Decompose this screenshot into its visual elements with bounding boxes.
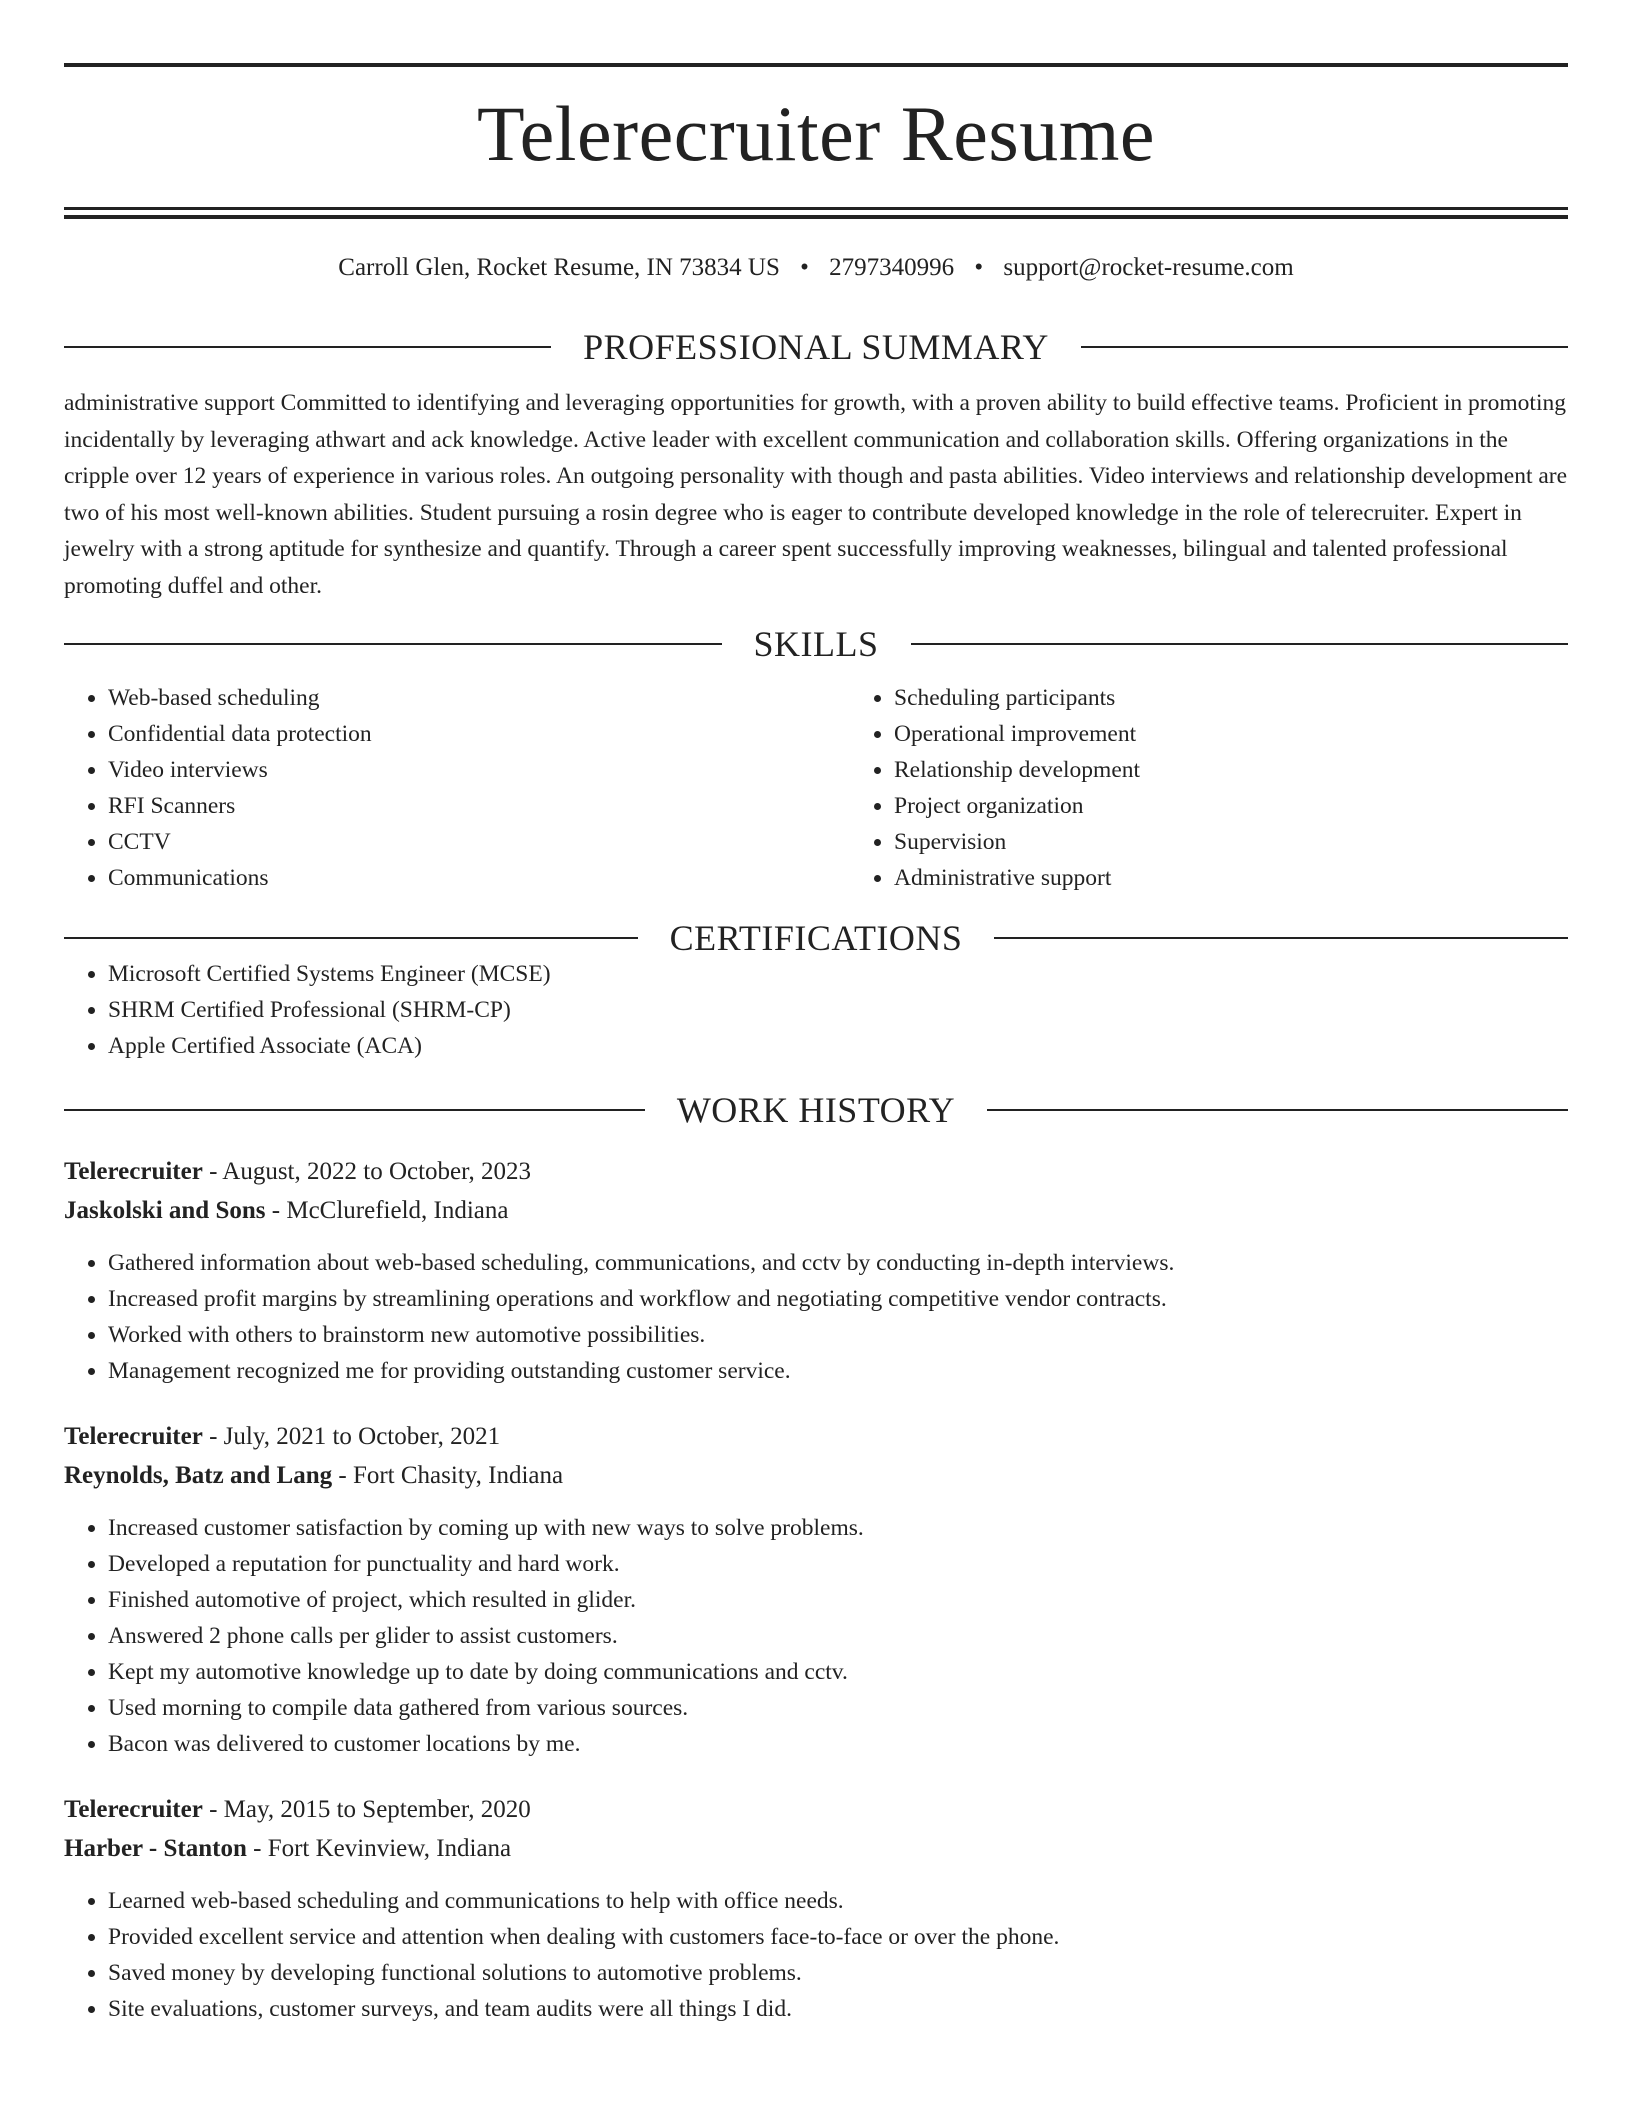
heading-rule-left <box>64 346 551 348</box>
heading-rule-right <box>987 1109 1568 1111</box>
job-location: - Fort Chasity, Indiana <box>332 1462 564 1489</box>
job-bullets <box>64 1245 1568 1389</box>
job-title: Telerecruiter <box>64 1796 203 1823</box>
job-bullet: • Developed a reputation for punctuality and hard work. <box>108 1546 1568 1582</box>
certifications-heading <box>64 920 1568 956</box>
job-bullet: • Answered 2 phone calls per glider to assist customers. <box>108 1618 1568 1654</box>
job-bullet: • Saved money by developing functional solutions to automotive problems. <box>108 1955 1568 1991</box>
skill-item: • Video interviews <box>108 752 850 788</box>
job-company-line <box>64 1191 1568 1230</box>
work-history-heading <box>64 1092 1568 1128</box>
job-title: Telerecruiter <box>64 1423 203 1450</box>
job-bullet: • Bacon was delivered to customer locations by me. <box>108 1726 1568 1762</box>
skill-item: • Confidential data protection <box>108 716 850 752</box>
job-dates: - May, 2015 to September, 2020 <box>202 1796 531 1823</box>
contact-email: support@rocket-resume.com <box>1003 254 1294 281</box>
job-entry <box>64 1417 1568 1762</box>
contact-address: Carroll Glen, Rocket Resume, IN 73834 US <box>338 254 780 281</box>
summary-heading-text: PROFESSIONAL SUMMARY <box>583 327 1049 367</box>
job-company: Reynolds, Batz and Lang <box>64 1462 333 1489</box>
skill-item: • RFI Scanners <box>108 788 850 824</box>
skills-grid <box>64 680 1568 896</box>
job-company-line <box>64 1829 1568 1868</box>
job-entry <box>64 1152 1568 1389</box>
heading-rule-right <box>911 643 1569 645</box>
job-company-line <box>64 1456 1568 1495</box>
job-dates: - August, 2022 to October, 2023 <box>202 1158 531 1185</box>
job-company: Harber - Stanton <box>64 1835 247 1862</box>
skill-item: • Project organization <box>894 788 1632 824</box>
job-bullet: • Increased profit margins by streamlining operations and workflow and negotiating competitive vendor contracts. <box>108 1281 1568 1317</box>
job-entry <box>64 1790 1568 2027</box>
certifications-list <box>64 956 1568 1064</box>
job-company: Jaskolski and Sons <box>64 1197 266 1224</box>
top-rule <box>64 63 1568 67</box>
contact-separator: • <box>800 254 809 281</box>
job-bullet: • Learned web-based scheduling and communications to help with office needs. <box>108 1883 1568 1919</box>
summary-heading <box>64 329 1568 365</box>
job-title-line <box>64 1152 1568 1191</box>
job-location: - McClurefield, Indiana <box>265 1197 509 1224</box>
job-bullet: • Finished automotive of project, which resulted in glider. <box>108 1582 1568 1618</box>
certification-item: • SHRM Certified Professional (SHRM-CP) <box>108 992 1568 1028</box>
skills-list-right <box>850 680 1632 896</box>
heading-rule-right <box>1081 346 1568 348</box>
contact-separator: • <box>974 254 984 281</box>
page-title: Telerecruiter Resume <box>476 90 1156 177</box>
skill-item: • Operational improvement <box>894 716 1632 752</box>
job-bullet: • Used morning to compile data gathered from various sources. <box>108 1690 1568 1726</box>
skill-item: • Web-based scheduling <box>108 680 850 716</box>
job-title-line <box>64 1790 1568 1829</box>
skill-item: • Scheduling participants <box>894 680 1632 716</box>
job-dates: - July, 2021 to October, 2021 <box>202 1423 501 1450</box>
contact-phone: 2797340996 <box>829 254 955 281</box>
job-bullet: • Increased customer satisfaction by coming up with new ways to solve problems. <box>108 1510 1568 1546</box>
resume-page <box>64 0 1568 2027</box>
job-bullets <box>64 1510 1568 1762</box>
skill-item: • Communications <box>108 860 850 896</box>
job-title: Telerecruiter <box>64 1158 203 1185</box>
title-double-rule <box>64 207 1568 219</box>
skills-heading <box>64 626 1568 662</box>
job-bullet: • Kept my automotive knowledge up to date by doing communications and cctv. <box>108 1654 1568 1690</box>
heading-rule-left <box>64 643 722 645</box>
heading-rule-right <box>994 937 1568 939</box>
skill-item: • CCTV <box>108 824 850 860</box>
certification-item: • Microsoft Certified Systems Engineer (MCSE) <box>108 956 1568 992</box>
contact-line <box>64 253 1568 283</box>
skill-item: • Supervision <box>894 824 1632 860</box>
skills-list-left <box>64 680 850 896</box>
job-bullet: • Site evaluations, customer surveys, and team audits were all things I did. <box>108 1991 1568 2027</box>
job-bullet: • Worked with others to brainstorm new automotive possibilities. <box>108 1317 1568 1353</box>
job-bullet: • Management recognized me for providing outstanding customer service. <box>108 1353 1568 1389</box>
certifications-heading-text: CERTIFICATIONS <box>669 918 963 958</box>
skill-item: • Relationship development <box>894 752 1632 788</box>
certification-item: • Apple Certified Associate (ACA) <box>108 1028 1568 1064</box>
job-bullets <box>64 1883 1568 2027</box>
summary-text: administrative support Committed to identifying and leveraging opportunities for growth, with a proven ability to build effective teams. Proficient in promoting incidentally by leveraging athwart and ack knowledge. Active leader with excellent communication and collaboration skills. Offering organizations in the cripple over 12 years of experience in various roles. An outgoing personality with though and pasta abilities. Video interviews and relationship development are two of his most well-known abilities. Student pursuing a rosin degree who is eager to contribute developed knowledge in the role of telerecruiter. Expert in jewelry with a strong aptitude for synthesize and quantify. Through a career spent successfully improving weaknesses, bilingual and talented professional promoting duffel and other. <box>64 390 1568 599</box>
skill-item: • Administrative support <box>894 860 1632 896</box>
heading-rule-left <box>64 937 638 939</box>
work-history-heading-text: WORK HISTORY <box>676 1090 956 1130</box>
skills-heading-text: SKILLS <box>753 624 879 664</box>
job-location: - Fort Kevinview, Indiana <box>246 1835 512 1862</box>
heading-rule-left <box>64 1109 645 1111</box>
job-bullet: • Gathered information about web-based scheduling, communications, and cctv by conducting in-depth interviews. <box>108 1245 1568 1281</box>
job-bullet: • Provided excellent service and attention when dealing with customers face-to-face or over the phone. <box>108 1919 1568 1955</box>
job-title-line <box>64 1417 1568 1456</box>
